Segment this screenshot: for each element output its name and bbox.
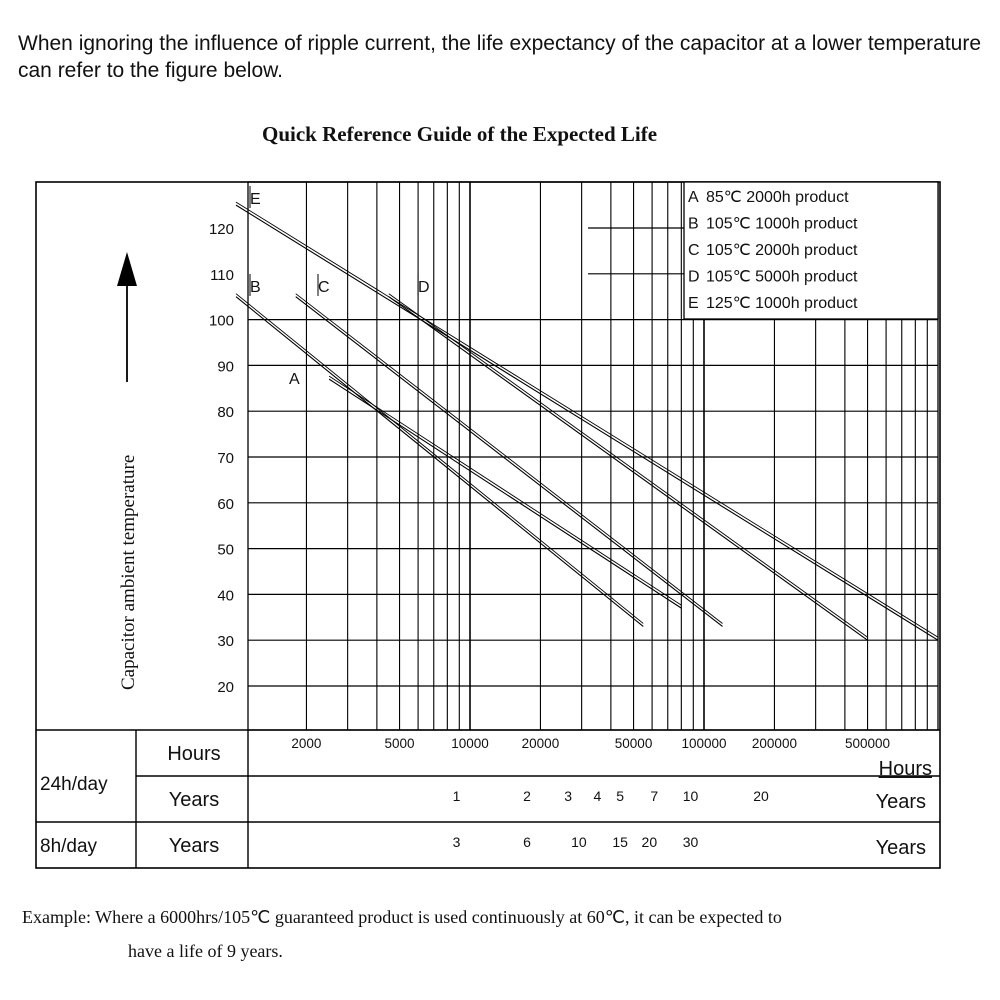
y-tick-label: 80 [217, 404, 234, 422]
example-line-2: have a life of 9 years. [128, 941, 283, 961]
year-value-label: 20 [641, 834, 658, 850]
x-tick-label: 100000 [681, 736, 727, 751]
x-tick-label: 20000 [521, 736, 560, 751]
y-tick-label: 90 [217, 358, 234, 376]
legend-key: D [688, 268, 700, 286]
y-tick-label: 40 [217, 587, 234, 605]
series-label-E: E [250, 191, 261, 208]
series-line-D [389, 297, 868, 641]
y-tick-label: 30 [217, 633, 234, 651]
year-value-label: 30 [682, 834, 699, 850]
year-value-label: 6 [523, 834, 531, 850]
y-axis-label: Capacitor ambient temperature [118, 454, 139, 690]
legend-key: C [688, 242, 700, 259]
y-tick-label: 100 [208, 312, 234, 330]
legend-key: B [688, 215, 699, 233]
table-right-label: Years [875, 791, 926, 813]
table-right-label: Hours [878, 758, 932, 780]
table-unit-label: Hours [167, 743, 221, 765]
year-value-label: 3 [452, 834, 461, 850]
series-line-A [329, 379, 681, 608]
table-unit-label: Years [168, 835, 220, 857]
series-line-D-edge [389, 294, 868, 638]
series-line-C-edge [296, 294, 723, 624]
year-value-label: 3 [564, 788, 573, 804]
x-tick-label: 5000 [384, 736, 415, 751]
y-axis-arrow-head [117, 252, 137, 286]
chart-title: Quick Reference Guide of the Expected Life [262, 122, 658, 146]
year-value-label: 7 [650, 788, 659, 804]
x-tick-label: 500000 [845, 736, 891, 751]
year-value-label: 15 [612, 834, 628, 850]
x-tick-label: 10000 [451, 736, 489, 751]
year-value-label: 2 [523, 788, 531, 804]
year-value-label: 4 [593, 788, 602, 804]
intro-text: When ignoring the influence of ripple current, the life expectancy of the capacitor at a lower temperature can refer to the figure below. [18, 32, 982, 82]
year-value-label: 10 [682, 788, 699, 804]
series-line-C [296, 297, 723, 627]
y-tick-label: 50 [217, 541, 234, 559]
series-label-A: A [289, 371, 300, 388]
x-tick-label: 2000 [291, 736, 322, 751]
legend-key: E [688, 295, 699, 312]
y-tick-label: 70 [217, 450, 234, 467]
legend-key: A [688, 189, 699, 206]
x-tick-label: 200000 [751, 736, 797, 751]
table-group-label: 24h/day [40, 774, 108, 795]
series-label-D: D [418, 279, 430, 296]
legend-text: 125℃ 1000h product [706, 295, 858, 312]
legend-text: 105℃ 5000h product [706, 268, 858, 286]
x-tick-label: 50000 [614, 736, 653, 751]
year-value-label: 20 [753, 788, 769, 804]
legend-text: 85℃ 2000h product [706, 189, 849, 206]
series-label-C: C [318, 279, 330, 296]
example-line-1: Example: Where a 6000hrs/105℃ guaranteed product is used continuously at 60℃, it can be expected to [22, 907, 782, 927]
table-right-label: Years [875, 837, 926, 859]
y-tick-label: 20 [217, 679, 234, 696]
year-value-label: 10 [571, 834, 587, 850]
table-group-label: 8h/day [40, 836, 98, 857]
legend-text: 105℃ 2000h product [706, 242, 858, 259]
y-tick-label: 60 [217, 495, 234, 513]
year-value-label: 1 [452, 788, 461, 804]
legend-text: 105℃ 1000h product [706, 215, 858, 233]
y-tick-label: 120 [208, 221, 234, 238]
y-tick-label: 110 [210, 266, 234, 284]
series-label-B: B [250, 279, 261, 296]
example-note [22, 900, 992, 968]
year-value-label: 5 [616, 788, 625, 804]
table-unit-label: Years [168, 789, 220, 811]
series-line-A-edge [329, 376, 681, 605]
